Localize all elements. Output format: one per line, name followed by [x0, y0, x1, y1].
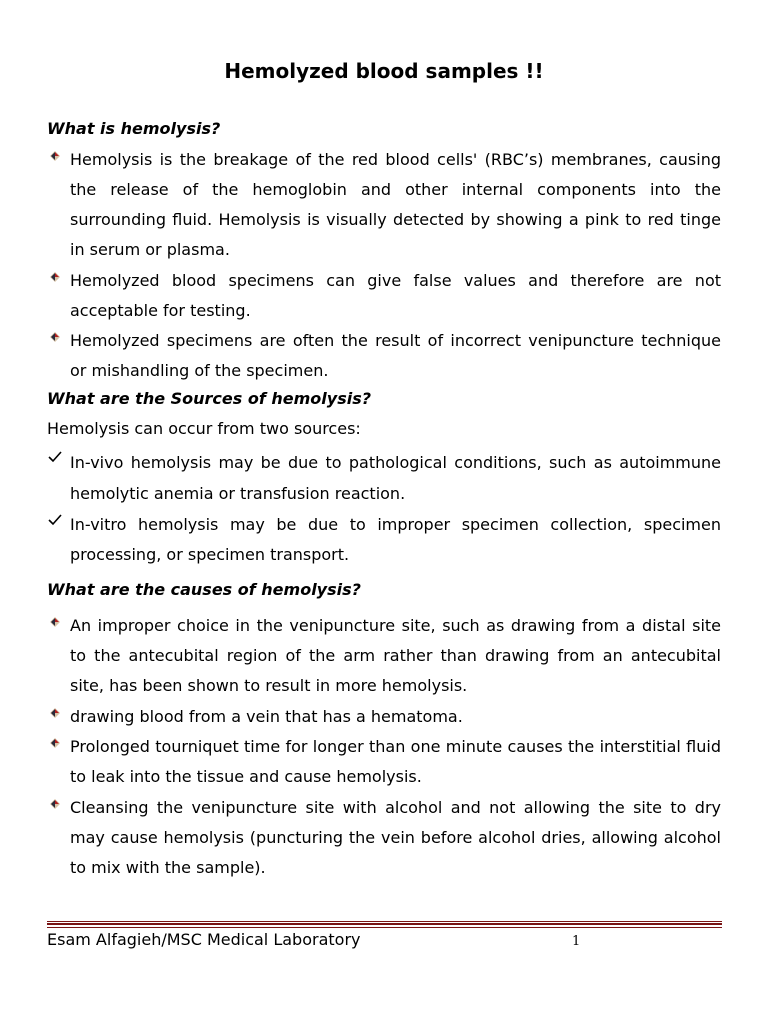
checkmark-icon: [47, 512, 63, 528]
list-item: Prolonged tourniquet time for longer than one minute causes the interstitial fluid to leak into the tissue and cause hemolysis.: [47, 732, 721, 792]
footer-rule: [47, 921, 722, 922]
list-item: Cleansing the venipuncture site with alcohol and not allowing the site to dry may cause hemolysis (puncturing the vein before alcohol dries, allowing alcohol to mix with the sample).: [47, 793, 721, 883]
page-number: 1: [572, 934, 581, 949]
list-item: Hemolysis is the breakage of the red blood cells' (RBC’s) membranes, causing the release of the hemoglobin and other internal components into the surrounding fluid. Hemolysis is visually detected by showing a pink to red tinge in serum or plasma.: [47, 145, 721, 265]
section-intro: Hemolysis can occur from two sources:: [47, 419, 361, 438]
list-item: An improper choice in the venipuncture site, such as drawing from a distal site to the antecubital region of the arm rather than drawing from an antecubital site, has been shown to result in more hemolysis.: [47, 611, 721, 701]
list-item: Hemolyzed blood specimens can give false values and therefore are not acceptable for testing.: [47, 266, 721, 326]
list-item: In-vitro hemolysis may be due to improper specimen collection, specimen processing, or specimen transport.: [47, 510, 721, 570]
diamond-bullet-icon: [47, 613, 63, 629]
diamond-bullet-icon: [47, 147, 63, 163]
list-item: In-vivo hemolysis may be due to pathological conditions, such as autoimmune hemolytic anemia or transfusion reaction.: [47, 447, 721, 509]
section-heading-causes-of-hemolysis: What are the causes of hemolysis?: [47, 580, 361, 599]
diamond-bullet-icon: [47, 734, 63, 750]
list-item: Hemolyzed specimens are often the result of incorrect venipuncture technique or mishandling of the specimen.: [47, 326, 721, 386]
footer-author: Esam Alfagieh/MSC Medical Laboratory: [47, 930, 361, 949]
footer-rule: [47, 927, 722, 928]
document-title: Hemolyzed blood samples !!: [224, 59, 544, 83]
diamond-bullet-icon: [47, 795, 63, 811]
footer-rule: [47, 923, 722, 925]
list-item: drawing blood from a vein that has a hematoma.: [47, 702, 721, 732]
section-heading-what-is-hemolysis: What is hemolysis?: [47, 119, 221, 138]
section-heading-sources-of-hemolysis: What are the Sources of hemolysis?: [47, 389, 372, 408]
diamond-bullet-icon: [47, 268, 63, 284]
checkmark-icon: [47, 449, 63, 465]
diamond-bullet-icon: [47, 328, 63, 344]
diamond-bullet-icon: [47, 704, 63, 720]
